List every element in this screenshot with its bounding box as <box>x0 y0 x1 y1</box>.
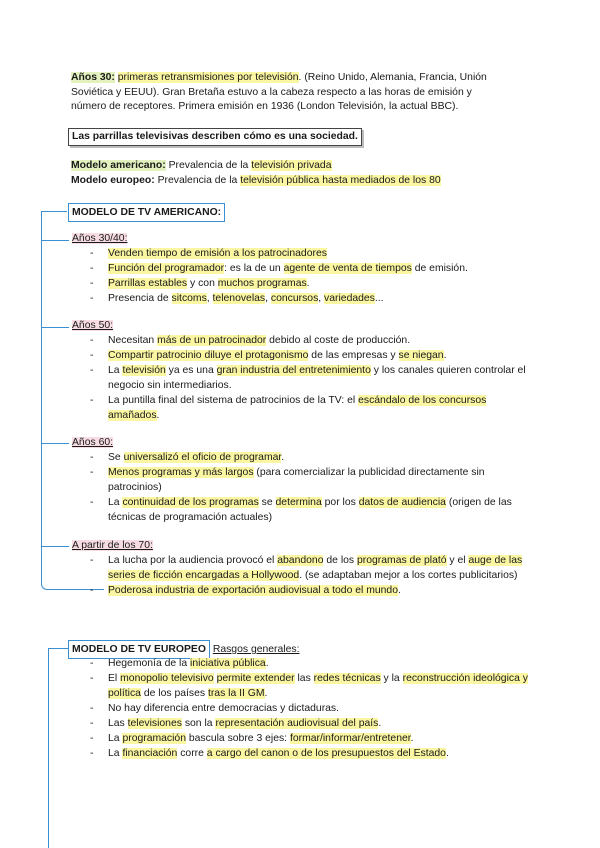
item-text: se niegan <box>398 350 444 361</box>
item-text: Poderosa industria de exportación audiovisual a todo el mundo <box>108 585 398 596</box>
item-text: y el <box>446 555 469 566</box>
item-text: . <box>397 585 401 596</box>
item-text: universalizó el oficio de programar <box>123 452 282 463</box>
item-text: permite extender <box>216 673 295 684</box>
item-text: de emisión. <box>411 263 468 274</box>
item-text: de los <box>323 555 357 566</box>
connector-european-top <box>48 648 68 649</box>
item-text: redes técnicas <box>313 673 381 684</box>
item-text: La puntilla final del sistema de patrocinios de la TV: el <box>108 395 359 406</box>
list-item <box>90 701 530 716</box>
item-text: : es la de un <box>224 263 284 274</box>
item-text: monopolio televisivo <box>120 673 214 684</box>
american-model-text: Prevalencia de la <box>168 160 249 171</box>
item-text: financiación <box>122 748 178 759</box>
connector-american-top <box>41 211 67 212</box>
item-text: datos de audiencia <box>358 497 446 508</box>
connector-era-70 <box>41 546 69 547</box>
european-model-text: Prevalencia de la <box>157 174 238 186</box>
item-text: bascula sobre 3 ejes: <box>185 733 290 744</box>
item-text: Menos programas y más largos <box>108 467 254 478</box>
item-text: ... <box>374 293 384 304</box>
item-text: y los canales quieren controlar el negocio sin intermediarios. <box>108 365 526 391</box>
intro-label: Años 30: <box>71 72 115 83</box>
item-text: . <box>281 452 285 463</box>
connector-era-50 <box>41 327 69 328</box>
item-text: abandono <box>277 555 324 566</box>
item-text: Las <box>108 718 128 729</box>
intro-line-3: número de receptores. Primera emisión en 1936 (London Televisión, la actual BBC). <box>71 101 459 113</box>
item-text: El <box>108 673 121 684</box>
intro-text-1: . (Reino Unido, Alemania, Francia, Unión <box>298 72 487 83</box>
era-label-30-40: Años 30/40: <box>72 233 128 244</box>
item-text: determina <box>275 497 322 508</box>
models-summary <box>71 159 441 188</box>
intro-paragraph <box>71 71 531 115</box>
item-text: a cargo del canon o de los presupuestos del Estado <box>206 748 446 759</box>
item-text: La <box>108 733 123 744</box>
item-text: Presencia de <box>108 293 172 304</box>
item-text: y la <box>380 673 403 684</box>
item-text: Necesitan <box>108 335 158 346</box>
item-text: por los <box>321 497 359 508</box>
item-text: Función del programador <box>108 263 225 274</box>
item-text: debido al coste de producción. <box>266 335 411 346</box>
list-item <box>90 348 535 363</box>
american-model-label: Modelo americano: <box>71 160 166 171</box>
item-text: televisiones <box>127 718 182 729</box>
connector-era-60 <box>41 443 69 444</box>
list-item <box>90 333 535 348</box>
list-item <box>90 583 530 598</box>
item-text: y con <box>187 278 218 289</box>
list-item <box>90 746 530 761</box>
item-text: . <box>410 733 414 744</box>
european-model-label: Modelo europeo: <box>71 174 155 186</box>
item-text: ya es una <box>165 365 217 376</box>
list-item <box>90 553 530 583</box>
list-item <box>90 450 530 465</box>
american-section-title: MODELO DE TV AMERICANO: <box>68 203 225 222</box>
item-text: muchos programas <box>217 278 307 289</box>
item-text: La <box>108 365 123 376</box>
item-text: . <box>265 658 269 669</box>
era-label-50: Años 50: <box>72 320 114 331</box>
item-text: concursos <box>270 293 319 304</box>
item-text: , <box>265 293 271 304</box>
item-text: La lucha por la audiencia provocó el <box>108 555 278 566</box>
era-label-70: A partir de los 70: <box>72 540 153 551</box>
item-text: , <box>318 293 325 304</box>
item-text: reconstrucción ideológica y política <box>108 673 528 699</box>
list-item <box>90 671 530 701</box>
item-text: Compartir patrocinio diluye el protagonismo <box>108 350 309 361</box>
european-list <box>90 656 530 761</box>
connector-european-vertical <box>48 648 49 848</box>
american-model-highlight: televisión privada <box>251 160 332 171</box>
era-60-list <box>90 450 530 525</box>
item-text: tras la II GM <box>207 688 265 699</box>
intro-line-2: Soviética y EEUU). Gran Bretaña estuvo a la cabeza respecto a las horas de emisión y <box>71 86 472 98</box>
item-text: continuidad de los programas <box>122 497 259 508</box>
item-text: . <box>378 718 382 729</box>
european-model-highlight: televisión pública hasta mediados de los 80 <box>240 174 441 186</box>
intro-highlight: primeras retransmisiones por televisión <box>117 72 299 83</box>
item-text: gran industria del entretenimiento <box>216 365 371 376</box>
era-70-list <box>90 553 530 598</box>
item-text: La <box>108 748 123 759</box>
list-item <box>90 261 540 276</box>
item-text: programación <box>122 733 186 744</box>
item-text: televisión <box>122 365 166 376</box>
item-text: sitcoms <box>171 293 207 304</box>
item-text: variedades <box>324 293 375 304</box>
item-text: . <box>445 748 449 759</box>
item-text: . <box>156 410 160 421</box>
connector-american-vertical <box>41 211 42 579</box>
list-item <box>90 291 540 306</box>
list-item <box>90 465 530 495</box>
item-text: No hay diferencia entre democracias y dictaduras. <box>108 703 340 714</box>
item-text: las <box>294 673 314 684</box>
list-item <box>90 363 535 393</box>
item-text: . <box>306 278 310 289</box>
item-text: . <box>443 350 447 361</box>
item-text: . <box>264 688 268 699</box>
item-text: de los países <box>140 688 208 699</box>
item-text: telenovelas <box>212 293 266 304</box>
item-text: se <box>258 497 276 508</box>
list-item <box>90 276 540 291</box>
item-text: La <box>108 497 123 508</box>
european-section-subtitle: Rasgos generales: <box>212 644 300 655</box>
list-item <box>90 393 535 423</box>
item-text: iniciativa pública <box>190 658 266 669</box>
item-text: formar/informar/entretener <box>289 733 411 744</box>
item-text: corre <box>177 748 207 759</box>
item-text: . (se adaptaban mejor a los cortes publicitarios) <box>299 570 518 581</box>
list-item <box>90 495 530 525</box>
item-text: (para comercializar la publicidad directamente sin patrocinios) <box>108 467 485 493</box>
era-label-60: Años 60: <box>72 437 114 448</box>
item-text: Hegemonía de la <box>108 658 191 669</box>
boxed-statement: Las parrillas televisivas describen cómo es una sociedad. <box>68 128 362 146</box>
item-text: más de un patrocinador <box>157 335 267 346</box>
item-text: son la <box>181 718 216 729</box>
item-text: Venden tiempo de emisión a los patrocinadores <box>108 248 327 259</box>
list-item <box>90 731 530 746</box>
item-text: representación audiovisual del país <box>215 718 379 729</box>
list-item <box>90 716 530 731</box>
connector-era-30 <box>41 240 69 241</box>
item-text: Parrillas estables <box>108 278 188 289</box>
item-text: escándalo de los concursos amañados <box>108 395 487 421</box>
list-item <box>90 246 540 261</box>
item-text: Se <box>108 452 124 463</box>
item-text: auge de las series de ficción encargadas a Hollywood <box>108 555 523 581</box>
era-50-list <box>90 333 535 423</box>
item-text: programas de plató <box>357 555 447 566</box>
european-section-title: MODELO DE TV EUROPEO <box>68 640 210 659</box>
item-text: (origen de las técnicas de programación actuales) <box>108 497 512 523</box>
item-text: , <box>206 293 213 304</box>
era-30-40-list <box>90 246 540 306</box>
list-item <box>90 656 530 671</box>
item-text: agente de venta de tiempos <box>283 263 412 274</box>
item-text: de las empresas y <box>308 350 399 361</box>
